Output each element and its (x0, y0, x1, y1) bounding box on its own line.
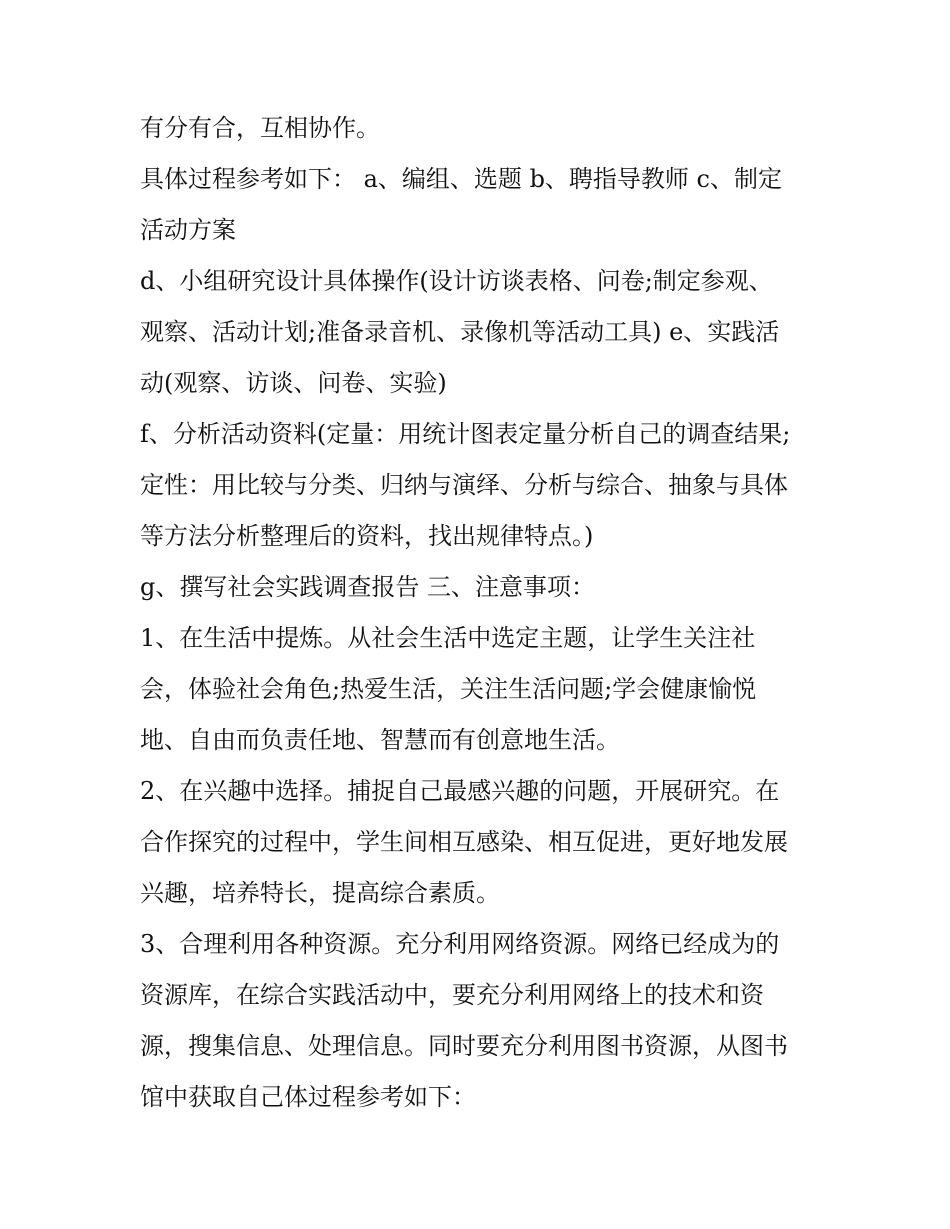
text-line: 动(观察、访谈、问卷、实验) (140, 369, 447, 397)
text-line: 活动方案 (140, 216, 236, 244)
text-line: 等方法分析整理后的资料，找出规律特点。) (140, 522, 594, 550)
text-line: 源，搜集信息、处理信息。同时要充分利用图书资源，从图书 (140, 1032, 788, 1060)
text-line: g、撰写社会实践调查报告 三、注意事项： (140, 573, 595, 601)
document-body (140, 103, 820, 1123)
text-line: 地、自由而负责任地、智慧而有创意地生活。 (140, 726, 620, 754)
text-line: 3、合理利用各种资源。充分利用网络资源。网络已经成为的 (140, 930, 780, 958)
text-line: f、分析活动资料(定量：用统计图表定量分析自己的调查结果; (140, 420, 791, 448)
text-line: 资源库，在综合实践活动中，要充分利用网络上的技术和资 (140, 981, 764, 1009)
text-line: 具体过程参考如下： a、编组、选题 b、聘指导教师 c、制定 (140, 165, 782, 193)
text-line: 兴趣，培养特长，提高综合素质。 (140, 879, 500, 907)
text-line: 观察、活动计划;准备录音机、录像机等活动工具) e、实践活 (140, 318, 780, 346)
text-line: 1、在生活中提炼。从社会生活中选定主题，让学生关注社 (140, 624, 756, 652)
text-line: 馆中获取自己体过程参考如下： (140, 1083, 476, 1111)
text-line: 合作探究的过程中，学生间相互感染、相互促进，更好地发展 (140, 828, 788, 856)
text-line: d、小组研究设计具体操作(设计访谈表格、问卷;制定参观、 (140, 267, 773, 295)
text-line: 定性：用比较与分类、归纳与演绎、分析与综合、抽象与具体 (140, 471, 788, 499)
text-line: 有分有合，互相协作。 (140, 114, 380, 142)
text-line: 会，体验社会角色;热爱生活，关注生活问题;学会健康愉悦 (140, 675, 757, 703)
text-line: 2、在兴趣中选择。捕捉自己最感兴趣的问题，开展研究。在 (140, 777, 780, 805)
